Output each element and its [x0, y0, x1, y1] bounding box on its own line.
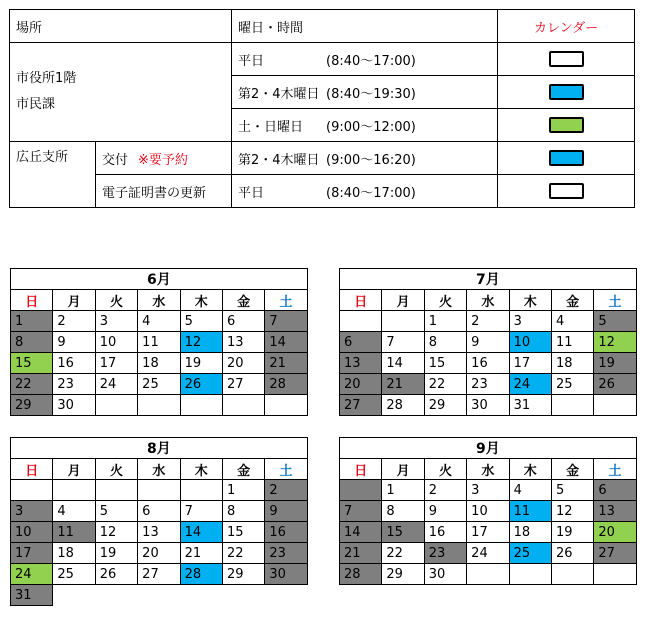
day-cell: 5: [180, 311, 222, 332]
day-cell: 22: [382, 543, 424, 564]
color-swatch-cell: [498, 109, 635, 142]
weekday-header: 水: [467, 290, 509, 311]
reservation-required: ※要予約: [138, 152, 188, 168]
day-cell: 24: [467, 543, 509, 564]
hours-cell: [232, 109, 498, 142]
day-cell: 1: [382, 480, 424, 501]
day-cell: 19: [551, 522, 593, 543]
day-cell: 24: [509, 374, 551, 395]
weekday-header: 金: [222, 290, 264, 311]
day-cell: 4: [53, 501, 95, 522]
week-row: [11, 374, 308, 395]
day-cell: 1: [11, 311, 53, 332]
weekday-header: 月: [382, 290, 424, 311]
branch-row-issue: [10, 142, 635, 175]
day-cell: 23: [265, 543, 307, 564]
day-cell: 13: [222, 332, 264, 353]
day-cell: 7: [382, 332, 424, 353]
day-cell: [265, 395, 307, 416]
day-cell: 15: [382, 522, 424, 543]
day-cell: 23: [53, 374, 95, 395]
day-cell: 5: [551, 480, 593, 501]
day-cell: 15: [424, 353, 466, 374]
day-cell: 12: [551, 501, 593, 522]
day-cell: 9: [53, 332, 95, 353]
hours-time: (9:00～16:20): [326, 152, 416, 168]
day-cell: 19: [180, 353, 222, 374]
day-cell: 13: [594, 501, 636, 522]
day-cell: 25: [551, 374, 593, 395]
weekday-header: 月: [53, 459, 95, 480]
day-cell: 11: [138, 332, 180, 353]
weekday-header: 木: [180, 459, 222, 480]
day-cell: 28: [265, 374, 307, 395]
day-cell: 10: [467, 501, 509, 522]
day-cell: 1: [424, 311, 466, 332]
day-cell: 7: [180, 501, 222, 522]
header-row: [10, 10, 635, 43]
hours-day: 第2・4木曜日: [238, 86, 320, 102]
day-cell: 26: [594, 374, 636, 395]
day-cell: 29: [222, 564, 264, 585]
hours-day: 第2・4木曜日: [238, 152, 320, 168]
day-cell: 14: [265, 332, 307, 353]
month-title: 6月: [11, 269, 308, 290]
day-cell: [509, 564, 551, 585]
color-swatch: [549, 84, 584, 100]
day-cell: 29: [424, 395, 466, 416]
day-cell: 23: [424, 543, 466, 564]
hours-day: 平日: [238, 53, 265, 69]
day-cell: 30: [53, 395, 95, 416]
day-cell: 4: [509, 480, 551, 501]
day-cell: 3: [95, 311, 137, 332]
day-cell: 7: [265, 311, 307, 332]
city-hall-place-dept: 市民課: [16, 97, 56, 112]
day-cell: 24: [95, 374, 137, 395]
day-cell: 9: [424, 501, 466, 522]
day-cell: 16: [424, 522, 466, 543]
day-cell: 25: [53, 564, 95, 585]
week-row: [11, 543, 308, 564]
day-cell: 21: [340, 543, 382, 564]
day-cell: 17: [467, 522, 509, 543]
day-cell: 13: [340, 353, 382, 374]
week-row: [11, 332, 308, 353]
day-cell: 4: [138, 311, 180, 332]
color-swatch-cell: [498, 76, 635, 109]
day-cell: 22: [424, 374, 466, 395]
day-cell: 28: [340, 564, 382, 585]
calendar-june: [10, 268, 308, 416]
month-title: 7月: [340, 269, 637, 290]
weekday-header: 日: [340, 459, 382, 480]
day-cell: 4: [551, 311, 593, 332]
day-cell: 11: [53, 522, 95, 543]
branch-place: 広丘支所: [10, 142, 96, 208]
week-row: [11, 501, 308, 522]
weekday-header: 火: [95, 290, 137, 311]
day-cell: 20: [340, 374, 382, 395]
day-cell: 18: [509, 522, 551, 543]
day-cell: 12: [594, 332, 636, 353]
day-cell: [180, 395, 222, 416]
week-row: [11, 353, 308, 374]
hours-time: (9:00～12:00): [326, 119, 416, 135]
day-cell: 9: [467, 332, 509, 353]
service-issue-label: 交付: [102, 152, 129, 168]
day-cell: 2: [467, 311, 509, 332]
day-cell: 8: [424, 332, 466, 353]
day-cell: 20: [138, 543, 180, 564]
weekday-header: 火: [95, 459, 137, 480]
week-row: [340, 564, 637, 585]
hours-time: (8:40～17:00): [326, 185, 416, 201]
day-cell: 18: [53, 543, 95, 564]
week-row: [340, 332, 637, 353]
day-cell: 2: [53, 311, 95, 332]
day-cell: 15: [11, 353, 53, 374]
day-cell: 5: [95, 501, 137, 522]
week-row: [340, 501, 637, 522]
weekday-header: 月: [53, 290, 95, 311]
day-cell: [138, 395, 180, 416]
office-hours-table: [9, 9, 635, 208]
color-swatch: [549, 150, 584, 166]
day-cell: 21: [180, 543, 222, 564]
day-cell: 30: [424, 564, 466, 585]
day-cell: 12: [95, 522, 137, 543]
week-row: [340, 543, 637, 564]
weekday-header: 日: [11, 459, 53, 480]
color-swatch: [549, 51, 584, 67]
day-cell: 16: [53, 353, 95, 374]
day-cell: 29: [382, 564, 424, 585]
day-cell: 13: [138, 522, 180, 543]
day-cell: 17: [509, 353, 551, 374]
week-row: [340, 311, 637, 332]
weekday-header: 土: [265, 459, 307, 480]
day-cell: 3: [11, 501, 53, 522]
day-cell: 12: [180, 332, 222, 353]
day-cell: [467, 564, 509, 585]
day-cell: 6: [594, 480, 636, 501]
calendar-august: [10, 437, 308, 606]
weekday-header: 日: [11, 290, 53, 311]
color-swatch-cell: [498, 43, 635, 76]
day-cell: 3: [509, 311, 551, 332]
day-cell: 3: [467, 480, 509, 501]
day-cell: 14: [340, 522, 382, 543]
day-cell: 1: [222, 480, 264, 501]
branch-row-cert: [10, 175, 635, 208]
day-cell: [551, 395, 593, 416]
weekday-header: 土: [594, 290, 636, 311]
weekday-header: 火: [424, 290, 466, 311]
day-cell: [382, 311, 424, 332]
week-row: [340, 522, 637, 543]
day-cell: 30: [467, 395, 509, 416]
day-cell: 26: [551, 543, 593, 564]
day-cell: 31: [509, 395, 551, 416]
day-cell: [95, 395, 137, 416]
day-cell: 26: [95, 564, 137, 585]
day-cell: 5: [594, 311, 636, 332]
weekday-header: 水: [467, 459, 509, 480]
weekday-header: 木: [509, 459, 551, 480]
day-cell: [11, 480, 53, 501]
day-cell: 20: [594, 522, 636, 543]
hours-cell: [232, 175, 498, 208]
weekday-header: 金: [222, 459, 264, 480]
day-cell: [594, 564, 636, 585]
weekday-header: 金: [551, 290, 593, 311]
week-row: [11, 395, 308, 416]
day-cell: 14: [382, 353, 424, 374]
day-cell: 10: [95, 332, 137, 353]
day-cell: 10: [509, 332, 551, 353]
day-cell: 20: [222, 353, 264, 374]
day-cell: 17: [11, 543, 53, 564]
day-cell: 10: [11, 522, 53, 543]
calendar-july: [339, 268, 637, 416]
weekday-header: 木: [509, 290, 551, 311]
day-cell: 28: [382, 395, 424, 416]
day-cell: 11: [509, 501, 551, 522]
day-cell: 8: [11, 332, 53, 353]
day-cell: 24: [11, 564, 53, 585]
day-cell: 8: [382, 501, 424, 522]
day-cell: 19: [95, 543, 137, 564]
city-hall-place-name: 市役所1階: [16, 71, 77, 86]
calendar-september: [339, 437, 637, 585]
weekday-header: 火: [424, 459, 466, 480]
hours-time: (8:40～19:30): [326, 86, 416, 102]
month-title: 9月: [340, 438, 637, 459]
hours-time: (8:40～17:00): [326, 53, 416, 69]
day-cell: 21: [265, 353, 307, 374]
day-cell: 11: [551, 332, 593, 353]
day-cell: 27: [594, 543, 636, 564]
day-cell: 7: [340, 501, 382, 522]
weekday-header: 水: [138, 459, 180, 480]
day-cell: 18: [551, 353, 593, 374]
day-cell: 23: [467, 374, 509, 395]
day-cell: 9: [265, 501, 307, 522]
day-cell: 28: [180, 564, 222, 585]
weekday-header: 土: [594, 459, 636, 480]
week-row: [340, 395, 637, 416]
day-cell: [53, 480, 95, 501]
week-row: [11, 585, 308, 606]
day-cell: [222, 395, 264, 416]
day-cell: 22: [222, 543, 264, 564]
day-cell: [180, 480, 222, 501]
day-cell: 2: [424, 480, 466, 501]
hours-cell: [232, 76, 498, 109]
day-cell: 29: [11, 395, 53, 416]
day-cell: [551, 564, 593, 585]
branch-service-issue: [96, 142, 232, 175]
weekday-header: 土: [265, 290, 307, 311]
day-cell: 2: [265, 480, 307, 501]
color-swatch: [549, 183, 584, 199]
day-cell: 6: [138, 501, 180, 522]
day-cell: [594, 395, 636, 416]
day-cell: 27: [222, 374, 264, 395]
day-cell: 14: [180, 522, 222, 543]
week-row: [11, 480, 308, 501]
color-swatch: [549, 117, 584, 133]
day-cell: [138, 480, 180, 501]
week-row: [340, 353, 637, 374]
day-cell: 6: [340, 332, 382, 353]
header-hours: 曜日・時間: [232, 10, 498, 43]
day-cell: 18: [138, 353, 180, 374]
weekday-header: 金: [551, 459, 593, 480]
day-cell: 27: [138, 564, 180, 585]
day-cell: 26: [180, 374, 222, 395]
day-cell: 30: [265, 564, 307, 585]
color-swatch-cell: [498, 142, 635, 175]
week-row: [340, 480, 637, 501]
day-cell: 16: [467, 353, 509, 374]
day-cell: [340, 311, 382, 332]
week-row: [11, 522, 308, 543]
day-cell: 6: [222, 311, 264, 332]
hours-cell: [232, 142, 498, 175]
color-swatch-cell: [498, 175, 635, 208]
month-title: 8月: [11, 438, 308, 459]
hours-cell: [232, 43, 498, 76]
city-hall-place: [10, 43, 232, 142]
header-place: 場所: [10, 10, 232, 43]
day-cell: 22: [11, 374, 53, 395]
day-cell: 31: [11, 585, 53, 606]
hours-day: 平日: [238, 185, 265, 201]
day-cell: 27: [340, 395, 382, 416]
week-row: [11, 564, 308, 585]
weekday-header: 水: [138, 290, 180, 311]
week-row: [340, 374, 637, 395]
hours-day: 土・日曜日: [238, 119, 304, 135]
day-cell: 8: [222, 501, 264, 522]
day-cell: 16: [265, 522, 307, 543]
weekday-header: 日: [340, 290, 382, 311]
weekday-header: 木: [180, 290, 222, 311]
day-cell: 25: [509, 543, 551, 564]
week-row: [11, 311, 308, 332]
branch-service-cert: 電子証明書の更新: [96, 175, 232, 208]
city-hall-row-weekday: [10, 43, 635, 76]
day-cell: 17: [95, 353, 137, 374]
header-calendar: カレンダー: [498, 10, 635, 43]
day-cell: 15: [222, 522, 264, 543]
weekday-header: 月: [382, 459, 424, 480]
day-cell: 21: [382, 374, 424, 395]
day-cell: 19: [594, 353, 636, 374]
day-cell: [95, 480, 137, 501]
day-cell: 25: [138, 374, 180, 395]
day-cell: [340, 480, 382, 501]
